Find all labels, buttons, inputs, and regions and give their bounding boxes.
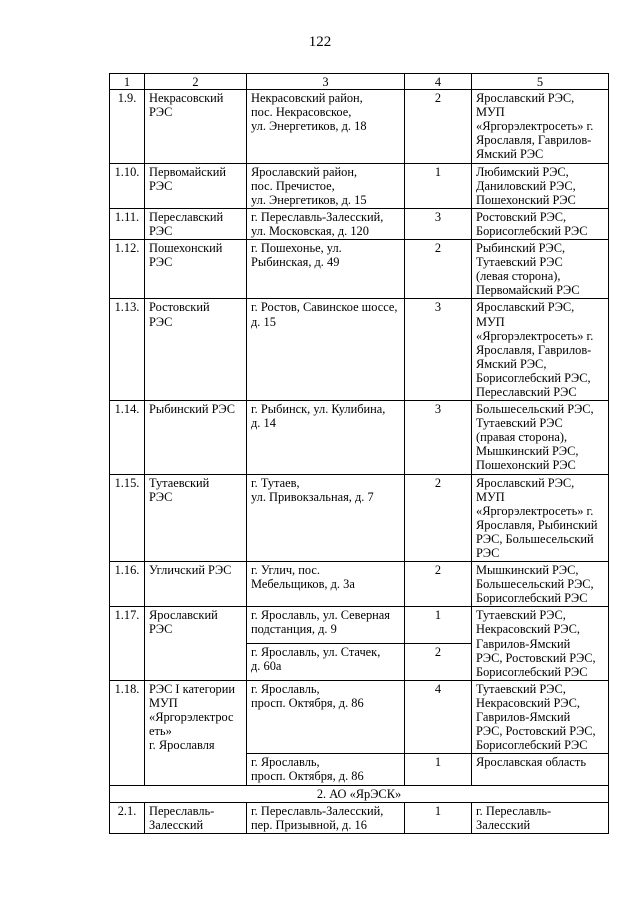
object-name: [145, 474, 247, 562]
object-name-line: Первомайский: [149, 164, 227, 179]
object-address: [247, 208, 405, 239]
reserve-list: [472, 802, 609, 833]
reserve-list: [472, 562, 609, 607]
row-number: [110, 299, 145, 401]
reserve-list-line: Первомайский РЭС: [476, 283, 580, 298]
reserve-list-line: Ярославля, Рыбинский: [476, 517, 598, 532]
header-cell: [472, 74, 609, 90]
category-line: 2: [434, 241, 442, 256]
table-row: [110, 163, 609, 208]
category: [405, 90, 472, 163]
row-number-line: 1.15.: [114, 475, 140, 490]
object-address-line: Мебельщиков, д. 3а: [251, 577, 355, 592]
reserve-list-line: МУП: [476, 489, 505, 504]
object-name: [145, 90, 247, 163]
row-number-line: 1.13.: [114, 300, 140, 315]
row-number-line: 1.9.: [117, 91, 137, 106]
row-number: [110, 240, 145, 299]
reserve-list: [472, 680, 609, 753]
header-cell: [247, 74, 405, 90]
object-name-line: МУП: [149, 695, 178, 710]
header-cell: [145, 74, 247, 90]
reserve-list-line: Ямский РЭС,: [476, 356, 547, 371]
reserve-list-line: РЭС, Ростовский РЭС,: [476, 724, 596, 739]
reserve-list: [472, 401, 609, 474]
object-name-line: Переславль-: [149, 803, 215, 818]
table-header-row: [110, 74, 609, 90]
object-name-line: РЭС: [149, 314, 173, 329]
object-address-line: Ярославский район,: [251, 164, 358, 179]
table-row: [110, 208, 609, 239]
reserve-list-line: «Яргорэлектросеть» г.: [476, 119, 594, 134]
object-name: [145, 208, 247, 239]
reserve-list-line: Некрасовский РЭС,: [476, 622, 580, 637]
category: [405, 240, 472, 299]
object-name-line: РЭС: [149, 255, 173, 270]
object-address-line: просп. Октября, д. 86: [251, 695, 364, 710]
object-name-line: «Яргорэлектрос: [149, 710, 234, 725]
object-address-line: г. Пошехонье, ул.: [251, 241, 342, 256]
reserve-list-line: Большесельский РЭС,: [476, 402, 594, 417]
section-row: [110, 785, 609, 802]
category: [405, 680, 472, 753]
row-number-line: 1.17.: [114, 608, 140, 623]
object-name-line: РЭС: [149, 105, 173, 120]
reserve-list-line: Ярославля, Гаврилов-: [476, 133, 592, 148]
row-number-line: 1.12.: [114, 241, 140, 256]
table-row: [110, 562, 609, 607]
object-name: [145, 802, 247, 833]
reserve-list-line: (левая сторона),: [476, 269, 561, 284]
object-name: [145, 562, 247, 607]
header-cell-line: 1: [123, 75, 131, 89]
category-line: 4: [434, 681, 442, 696]
object-address-line: подстанция, д. 9: [251, 622, 337, 637]
table-row: [110, 607, 609, 644]
reserve-list-line: Ярославская область: [476, 755, 586, 770]
object-name: [145, 163, 247, 208]
category-line: 2: [434, 563, 442, 578]
section-title: [110, 785, 609, 802]
reserve-list-line: г. Переславль-: [476, 803, 552, 818]
object-name-line: Рыбинский РЭС: [149, 402, 235, 417]
object-address-line: ул. Энергетиков, д. 15: [251, 192, 367, 207]
category: [405, 163, 472, 208]
reserve-list-line: Некрасовский РЭС,: [476, 695, 580, 710]
reserve-list-line: Мышкинский РЭС,: [476, 444, 579, 459]
row-number-line: 2.1.: [117, 803, 137, 818]
reserve-list-line: Борисоглебский РЭС: [476, 738, 588, 753]
row-number: [110, 401, 145, 474]
category: [405, 644, 472, 681]
reserve-list-line: РЭС, Ростовский РЭС,: [476, 650, 596, 665]
reserve-list-line: Переславский РЭС: [476, 384, 577, 399]
reserve-list-line: Гаврилов-Ямский: [476, 710, 571, 725]
row-number: [110, 607, 145, 680]
object-address-line: ул. Энергетиков, д. 18: [251, 119, 367, 134]
reserve-list-line: Любимский РЭС,: [476, 164, 569, 179]
object-name-line: Пошехонский: [149, 241, 223, 256]
object-address: [247, 240, 405, 299]
object-address-line: г. Тутаев,: [251, 475, 300, 490]
reserve-list-line: МУП: [476, 105, 505, 120]
table-row: [110, 240, 609, 299]
object-name-line: Ростовский: [149, 300, 210, 315]
category-line: 2: [434, 645, 442, 660]
row-number: [110, 208, 145, 239]
reserve-list: [472, 754, 609, 785]
object-address-line: ул. Московская, д. 120: [251, 223, 369, 238]
reserve-list-line: Ярославский РЭС,: [476, 475, 575, 490]
object-address-line: пос. Некрасовское,: [251, 105, 352, 120]
reserve-list-line: Тутаевский РЭС: [476, 255, 563, 270]
category-line: 1: [434, 803, 442, 818]
reserve-list-line: Тутаевский РЭС,: [476, 681, 566, 696]
row-number-line: 1.10.: [114, 164, 140, 179]
reserve-list-line: Ярославля, Гаврилов-: [476, 342, 592, 357]
table-row: [110, 802, 609, 833]
object-name-line: Залесский: [149, 817, 204, 832]
category-line: 1: [434, 608, 442, 623]
table-row: [110, 299, 609, 401]
object-name-line: Переславский: [149, 209, 224, 224]
object-address: [247, 474, 405, 562]
object-address-line: г. Углич, пос.: [251, 563, 320, 578]
header-cell-line: 5: [536, 75, 544, 89]
category: [405, 474, 472, 562]
row-number-line: 1.16.: [114, 563, 140, 578]
reserve-list-line: Тутаевский РЭС,: [476, 608, 566, 623]
object-address: [247, 644, 405, 681]
page-number: 122: [308, 34, 332, 50]
reserve-list: [472, 299, 609, 401]
category: [405, 802, 472, 833]
reserve-list-line: МУП: [476, 314, 505, 329]
object-name-line: РЭС: [149, 622, 173, 637]
category: [405, 607, 472, 644]
object-address: [247, 90, 405, 163]
object-address-line: г. Ярославль, ул. Стачек,: [251, 645, 381, 660]
object-name-line: Ярославский: [149, 608, 218, 623]
reserve-list-line: Большесельский РЭС,: [476, 577, 594, 592]
category: [405, 401, 472, 474]
table-body: [110, 74, 609, 834]
row-number: [110, 802, 145, 833]
reserve-list-line: Пошехонский РЭС: [476, 192, 576, 207]
reserve-list-line: Тутаевский РЭС: [476, 416, 563, 431]
reserve-list-line: Борисоглебский РЭС: [476, 591, 588, 606]
row-number-line: 1.18.: [114, 681, 140, 696]
reserve-list-line: РЭС: [476, 546, 500, 560]
object-address-line: Рыбинская, д. 49: [251, 255, 340, 270]
reserve-list-line: Мышкинский РЭС,: [476, 563, 579, 578]
object-address: [247, 401, 405, 474]
category: [405, 208, 472, 239]
object-name-line: Некрасовский: [149, 91, 224, 106]
reserve-list-line: Гаврилов-Ямский: [476, 636, 571, 651]
object-address: [247, 754, 405, 785]
table-row: [110, 401, 609, 474]
header-cell: [405, 74, 472, 90]
object-address: [247, 607, 405, 644]
category-line: 3: [434, 300, 442, 315]
reserve-list-line: Пошехонский РЭС: [476, 458, 576, 473]
reserve-list-line: Борисоглебский РЭС,: [476, 370, 591, 385]
object-name: [145, 401, 247, 474]
object-address-line: ул. Привокзальная, д. 7: [251, 489, 374, 504]
reserve-list: [472, 90, 609, 163]
header-cell-line: 3: [322, 75, 329, 89]
object-name-line: РЭС: [149, 178, 173, 193]
reserve-list-line: Даниловский РЭС,: [476, 178, 576, 193]
category: [405, 299, 472, 401]
reserve-list: [472, 240, 609, 299]
row-number-line: 1.14.: [114, 402, 140, 417]
reserve-list-line: Залесский: [476, 817, 531, 832]
object-name-line: г. Ярославля: [149, 738, 215, 753]
object-address-line: пос. Пречистое,: [251, 178, 335, 193]
reserve-list-line: Ярославский РЭС,: [476, 300, 575, 315]
table-row: [110, 474, 609, 562]
reserve-list-line: РЭС, Большесельский: [476, 531, 594, 546]
row-number: [110, 163, 145, 208]
object-address: [247, 562, 405, 607]
object-address-line: г. Ростов, Савинское шоссе,: [251, 300, 398, 315]
object-address-line: пер. Призывной, д. 16: [251, 817, 367, 832]
object-address-line: г. Ярославль,: [251, 681, 320, 696]
object-address-line: д. 14: [251, 416, 276, 431]
reserve-list-line: Ямский РЭС: [476, 147, 544, 162]
object-address-line: д. 60а: [251, 659, 282, 674]
reserve-list-line: Ростовский РЭС,: [476, 209, 567, 224]
object-name: [145, 240, 247, 299]
object-address-line: д. 15: [251, 314, 276, 329]
object-address-line: г. Ярославль, ул. Северная: [251, 608, 390, 623]
object-address: [247, 802, 405, 833]
reserve-list-line: Борисоглебский РЭС: [476, 223, 588, 238]
category-line: 3: [434, 402, 442, 417]
reserve-list-line: Ярославский РЭС,: [476, 91, 575, 106]
row-number: [110, 562, 145, 607]
object-name-line: еть»: [149, 724, 172, 739]
reserve-list-line: (правая сторона),: [476, 430, 568, 445]
object-address: [247, 163, 405, 208]
row-number: [110, 90, 145, 163]
object-address-line: г. Рыбинск, ул. Кулибина,: [251, 402, 386, 417]
category-line: 1: [434, 164, 442, 179]
reserve-list: [472, 208, 609, 239]
section-title-line: 2. АО «ЯрЭСК»: [316, 786, 402, 801]
substation-table: [109, 73, 609, 834]
object-name: [145, 607, 247, 680]
reserve-list-line: «Яргорэлектросеть» г.: [476, 328, 594, 343]
row-number-line: 1.11.: [114, 209, 140, 224]
object-name-line: РЭС: [149, 489, 173, 504]
table-row: [110, 680, 609, 753]
table-row: [110, 90, 609, 163]
reserve-list-line: Борисоглебский РЭС: [476, 664, 588, 679]
reserve-list: [472, 607, 609, 680]
object-address-line: Некрасовский район,: [251, 91, 363, 106]
category-line: 3: [434, 209, 442, 224]
row-number: [110, 680, 145, 785]
reserve-list-line: «Яргорэлектросеть» г.: [476, 503, 594, 518]
object-address: [247, 299, 405, 401]
object-name: [145, 680, 247, 785]
category-line: 2: [434, 475, 442, 490]
object-name-line: РЭС: [149, 223, 173, 238]
category: [405, 562, 472, 607]
header-cell-line: 2: [192, 75, 199, 89]
object-address-line: просп. Октября, д. 86: [251, 769, 364, 784]
object-address-line: г. Переславль-Залесский,: [251, 803, 384, 818]
header-cell: [110, 74, 145, 90]
category-line: 2: [434, 91, 442, 106]
header-cell-line: 4: [434, 75, 442, 89]
category: [405, 754, 472, 785]
object-name-line: Угличский РЭС: [149, 563, 232, 578]
object-name: [145, 299, 247, 401]
reserve-list: [472, 474, 609, 562]
row-number: [110, 474, 145, 562]
category-line: 1: [434, 755, 442, 770]
object-name-line: РЭС I категории: [149, 681, 236, 696]
object-address-line: г. Переславль-Залесский,: [251, 209, 384, 224]
object-address: [247, 680, 405, 753]
reserve-list: [472, 163, 609, 208]
object-address-line: г. Ярославль,: [251, 755, 320, 770]
reserve-list-line: Рыбинский РЭС,: [476, 241, 566, 256]
object-name-line: Тутаевский: [149, 475, 210, 490]
